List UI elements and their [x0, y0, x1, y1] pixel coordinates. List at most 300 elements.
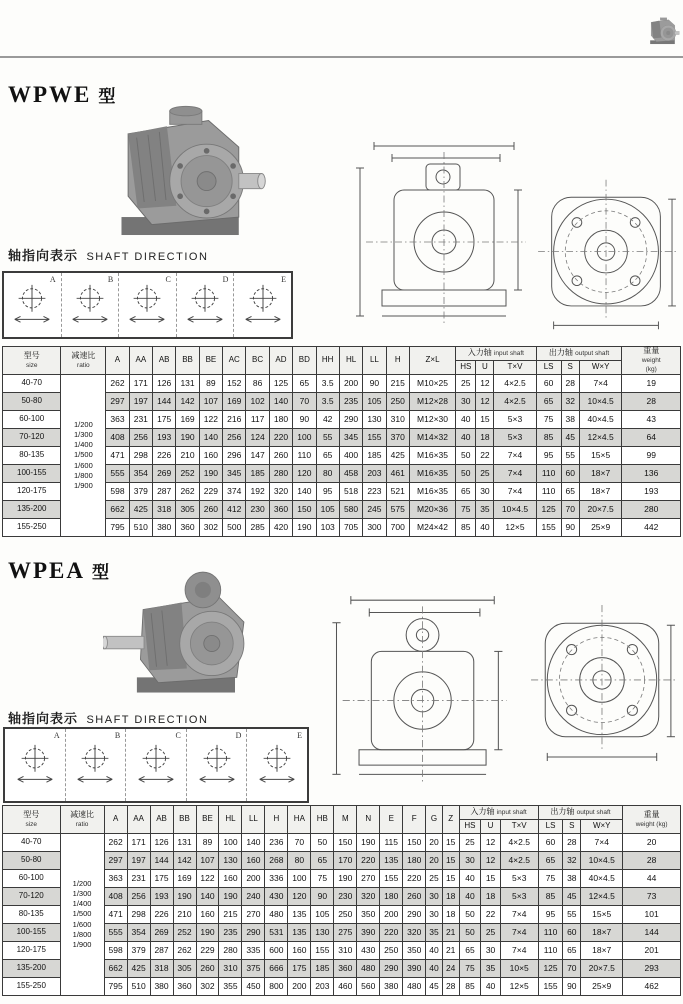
dim-cell: 169	[173, 870, 196, 888]
dim-cell: 190	[357, 834, 380, 852]
dim-cell: 305	[176, 501, 199, 519]
dim-cell: 40	[459, 888, 481, 906]
size-cell: 100-155	[3, 924, 61, 942]
dim-cell: 226	[150, 906, 173, 924]
col-header: BB	[176, 347, 199, 375]
dim-cell: 107	[196, 852, 219, 870]
dim-cell: 122	[199, 411, 222, 429]
dim-cell: 55	[316, 429, 339, 447]
dim-cell: 262	[104, 834, 127, 852]
dim-cell: 90	[563, 978, 581, 996]
dim-cell: 480	[403, 978, 426, 996]
weight-cell: 28	[623, 852, 681, 870]
dim-cell: 80	[316, 465, 339, 483]
dim-cell: 197	[127, 852, 150, 870]
col-header: M	[334, 806, 357, 834]
dim-cell: 105	[316, 501, 339, 519]
dim-cell: 7×4	[500, 924, 538, 942]
dim-cell: 160	[196, 906, 219, 924]
dim-cell: 20	[426, 834, 443, 852]
dim-cell: 142	[176, 393, 199, 411]
dim-cell: 223	[363, 483, 386, 501]
dim-cell: 75	[538, 870, 563, 888]
dim-cell: 85	[538, 888, 563, 906]
dim-cell: 65	[538, 852, 563, 870]
dim-cell: 131	[173, 834, 196, 852]
dim-cell: 40	[481, 978, 500, 996]
shaft-direction-cell-b	[62, 273, 120, 337]
dim-cell: 203	[311, 978, 334, 996]
dim-cell: 40	[476, 519, 494, 537]
dim-cell: 200	[242, 870, 265, 888]
dim-cell: 192	[246, 483, 269, 501]
dim-cell: 15	[442, 852, 459, 870]
dim-cell: 500	[223, 519, 246, 537]
size-cell: 155-250	[3, 978, 61, 996]
dim-cell: 260	[199, 501, 222, 519]
model-name: WPWE	[8, 82, 92, 107]
dim-cell: 260	[269, 447, 292, 465]
shaft-symbol-icon	[134, 743, 178, 787]
dim-cell: 110	[293, 447, 316, 465]
col-header: T×V	[500, 820, 538, 834]
dim-cell: 231	[127, 870, 150, 888]
dim-cell: 370	[386, 429, 409, 447]
dim-cell: 30	[476, 483, 494, 501]
dim-cell: 296	[223, 447, 246, 465]
dim-cell: 354	[129, 465, 152, 483]
dim-cell: 290	[380, 960, 403, 978]
gearbox-thumbnail-graphic	[644, 7, 682, 55]
dim-cell: 318	[153, 501, 176, 519]
dim-cell: 28	[561, 375, 579, 393]
dim-cell: 185	[311, 960, 334, 978]
dim-cell: M20×36	[409, 501, 455, 519]
dim-cell: 275	[334, 924, 357, 942]
dim-cell: 25×9	[579, 519, 622, 537]
col-header: A	[106, 347, 129, 375]
dim-cell: 345	[223, 465, 246, 483]
dim-cell: 20×7.5	[581, 960, 623, 978]
dim-cell: 412	[223, 501, 246, 519]
col-header: U	[476, 361, 494, 375]
col-header: F	[403, 806, 426, 834]
direction-label: C	[175, 731, 181, 740]
dim-cell: 85	[536, 429, 561, 447]
dim-cell: 795	[106, 519, 129, 537]
dim-cell: 50	[459, 924, 481, 942]
dim-cell: 10×4.5	[494, 501, 536, 519]
dim-cell: 90	[293, 411, 316, 429]
dim-cell: M14×32	[409, 429, 455, 447]
dim-cell: 18×7	[581, 942, 623, 960]
dim-cell: 169	[223, 393, 246, 411]
dim-cell: 510	[127, 978, 150, 996]
dim-cell: 250	[380, 942, 403, 960]
dim-cell: 100	[219, 834, 242, 852]
dim-cell: 25×9	[581, 978, 623, 996]
dim-cell: 35	[426, 924, 443, 942]
type-suffix: 型	[98, 87, 116, 106]
dim-cell: 318	[150, 960, 173, 978]
dim-cell: 598	[104, 942, 127, 960]
dim-cell: 360	[173, 978, 196, 996]
dim-cell: 480	[357, 960, 380, 978]
dim-cell: 85	[456, 519, 476, 537]
ratio-header: 减速比 ratio	[61, 347, 106, 375]
dim-cell: 250	[334, 906, 357, 924]
dim-cell: 40×4.5	[579, 411, 622, 429]
dim-cell: 155	[538, 978, 563, 996]
shaft-direction-en: SHAFT DIRECTION	[86, 251, 209, 263]
shaft-symbol-icon	[68, 283, 112, 327]
dim-cell: 210	[176, 447, 199, 465]
dim-cell: 25	[476, 465, 494, 483]
dim-cell: 120	[288, 888, 311, 906]
dim-cell: 518	[339, 483, 362, 501]
dim-cell: 430	[265, 888, 288, 906]
dim-cell: 360	[334, 960, 357, 978]
dim-cell: 226	[153, 447, 176, 465]
dim-cell: 425	[386, 447, 409, 465]
dim-cell: 256	[129, 429, 152, 447]
dim-cell: 12×5	[494, 519, 536, 537]
dim-cell: 126	[150, 834, 173, 852]
direction-label: E	[281, 275, 286, 284]
dim-cell: 25	[481, 924, 500, 942]
wpea-title	[8, 558, 109, 584]
weight-cell: 20	[623, 834, 681, 852]
weight-cell: 101	[623, 906, 681, 924]
dim-cell: 50	[456, 447, 476, 465]
dim-cell: 12×4.5	[579, 429, 622, 447]
shaft-direction-cell-a	[4, 273, 62, 337]
dim-cell: 236	[265, 834, 288, 852]
table-row	[3, 375, 681, 393]
dim-cell: 50	[459, 906, 481, 924]
col-header: H	[265, 806, 288, 834]
wpea-drawing-front-view	[527, 573, 679, 793]
dim-cell: 65	[293, 375, 316, 393]
dim-cell: 350	[357, 906, 380, 924]
col-header: BE	[199, 347, 222, 375]
dim-cell: 260	[196, 960, 219, 978]
dim-cell: 65	[561, 483, 579, 501]
dim-cell: 21	[442, 924, 459, 942]
dim-cell: 380	[153, 519, 176, 537]
dim-cell: 21	[442, 942, 459, 960]
dim-cell: 390	[357, 924, 380, 942]
dim-cell: 175	[153, 411, 176, 429]
dim-cell: 110	[536, 465, 561, 483]
col-header: N	[357, 806, 380, 834]
dim-cell: 5×3	[500, 888, 538, 906]
dim-cell: 510	[129, 519, 152, 537]
dim-cell: 102	[246, 393, 269, 411]
dim-cell: 15×5	[579, 447, 622, 465]
size-cell: 70-120	[3, 888, 61, 906]
dim-cell: 65	[456, 483, 476, 501]
dim-cell: M10×25	[409, 375, 455, 393]
dim-cell: 147	[246, 447, 269, 465]
weight-cell: 19	[622, 375, 681, 393]
dim-cell: 55	[563, 906, 581, 924]
col-header: BC	[246, 347, 269, 375]
col-header: Z	[442, 806, 459, 834]
col-header: T×V	[494, 361, 536, 375]
dim-cell: 262	[106, 375, 129, 393]
dim-cell: 555	[106, 465, 129, 483]
weight-cell: 442	[622, 519, 681, 537]
col-header: H	[386, 347, 409, 375]
shaft-direction-cell-a	[5, 729, 66, 801]
shaft-direction-cell-e	[247, 729, 307, 801]
col-header: W×Y	[581, 820, 623, 834]
table-row	[3, 942, 681, 960]
dim-cell: 140	[269, 393, 292, 411]
weight-cell: 462	[623, 978, 681, 996]
dim-cell: 25	[426, 870, 443, 888]
dim-cell: 32	[563, 852, 581, 870]
dim-cell: 18	[476, 429, 494, 447]
dim-cell: 200	[339, 375, 362, 393]
col-header: S	[561, 361, 579, 375]
dim-cell: 90	[311, 888, 334, 906]
dim-cell: 80	[288, 852, 311, 870]
dim-cell: 140	[199, 429, 222, 447]
dim-cell: 471	[106, 447, 129, 465]
dim-cell: 18×7	[579, 483, 622, 501]
dim-cell: 180	[380, 888, 403, 906]
dim-cell: 50	[311, 834, 334, 852]
dim-cell: 75	[459, 960, 481, 978]
size-cell: 135-200	[3, 501, 61, 519]
dim-cell: 12	[476, 375, 494, 393]
dim-cell: 171	[129, 375, 152, 393]
dim-cell: 7×4	[579, 375, 622, 393]
dim-cell: 22	[481, 906, 500, 924]
dim-cell: 380	[380, 978, 403, 996]
dim-cell: 65	[563, 942, 581, 960]
dim-cell: 190	[173, 888, 196, 906]
dim-cell: 190	[293, 519, 316, 537]
dim-cell: 200	[288, 978, 311, 996]
dim-cell: 15	[442, 870, 459, 888]
dim-cell: 425	[129, 501, 152, 519]
col-header: W×Y	[579, 361, 622, 375]
col-header: LS	[536, 361, 561, 375]
dim-cell: 302	[196, 978, 219, 996]
dim-cell: 7×4	[500, 906, 538, 924]
wpea-product-photo-graphic	[103, 560, 268, 710]
dim-cell: 190	[334, 870, 357, 888]
dim-cell: 40	[456, 411, 476, 429]
dim-cell: 5×3	[494, 411, 536, 429]
dim-cell: 320	[403, 924, 426, 942]
col-header: AB	[153, 347, 176, 375]
dim-cell: 40×4.5	[581, 870, 623, 888]
dim-cell: 135	[380, 852, 403, 870]
dim-cell: 260	[403, 888, 426, 906]
col-header: AA	[129, 347, 152, 375]
dim-cell: 302	[199, 519, 222, 537]
dim-cell: 175	[150, 870, 173, 888]
size-cell: 60-100	[3, 870, 61, 888]
dim-cell: 60	[563, 924, 581, 942]
weight-header: 重量 weight (kg)	[623, 806, 681, 834]
direction-label: E	[297, 731, 302, 740]
dim-cell: 345	[339, 429, 362, 447]
dim-cell: 140	[242, 834, 265, 852]
shaft-direction-cn: 轴指向表示	[8, 248, 79, 263]
dim-cell: 38	[563, 870, 581, 888]
weight-cell: 201	[623, 942, 681, 960]
dim-cell: 379	[127, 942, 150, 960]
wpea-shaft-direction-diagram	[3, 727, 309, 803]
col-header: AA	[127, 806, 150, 834]
table-row	[3, 852, 681, 870]
size-cell: 60-100	[3, 411, 61, 429]
dim-cell: 662	[104, 960, 127, 978]
dim-cell: 10×5	[500, 960, 538, 978]
col-header: AB	[150, 806, 173, 834]
dim-cell: 310	[334, 942, 357, 960]
dim-cell: 115	[380, 834, 403, 852]
dim-cell: 55	[561, 447, 579, 465]
dim-cell: 150	[334, 834, 357, 852]
wpwe-product-photo	[95, 100, 270, 248]
dim-cell: 150	[293, 501, 316, 519]
dim-cell: 125	[538, 960, 563, 978]
dim-cell: 28	[442, 978, 459, 996]
size-header: 型号 size	[3, 347, 61, 375]
dim-cell: 363	[104, 870, 127, 888]
dim-cell: M24×42	[409, 519, 455, 537]
header-divider	[0, 56, 683, 58]
dim-cell: 7×4	[494, 465, 536, 483]
dim-cell: 420	[269, 519, 292, 537]
dim-cell: 70	[563, 960, 581, 978]
dim-cell: 3.5	[316, 375, 339, 393]
direction-label: A	[53, 731, 60, 740]
wpwe-product-photo-graphic	[95, 100, 270, 248]
dim-cell: 662	[106, 501, 129, 519]
dim-cell: 110	[536, 483, 561, 501]
dim-cell: 155	[536, 519, 561, 537]
shaft-direction-cell-b	[66, 729, 127, 801]
dim-cell: 30	[481, 942, 500, 960]
wpea-drawing-side-graphic	[318, 592, 523, 802]
wpwe-dimension-table	[2, 346, 681, 537]
dim-cell: 45	[563, 888, 581, 906]
dim-cell: 229	[196, 942, 219, 960]
dim-cell: 705	[339, 519, 362, 537]
dim-cell: 298	[127, 906, 150, 924]
shaft-direction-cell-d	[177, 273, 235, 337]
dim-cell: 800	[265, 978, 288, 996]
dim-cell: 144	[153, 393, 176, 411]
dim-cell: 42	[316, 411, 339, 429]
col-header: HH	[316, 347, 339, 375]
dim-cell: 354	[127, 924, 150, 942]
dim-cell: 15	[442, 834, 459, 852]
dim-cell: 4×2.5	[494, 375, 536, 393]
wpea-drawing-side-view	[318, 592, 523, 802]
dim-cell: 130	[363, 411, 386, 429]
dim-cell: 269	[150, 924, 173, 942]
dim-cell: 193	[153, 429, 176, 447]
dim-cell: 12	[481, 834, 500, 852]
dim-cell: 45	[426, 978, 443, 996]
dim-cell: 131	[176, 375, 199, 393]
dim-cell: 20	[426, 852, 443, 870]
dim-cell: 140	[293, 483, 316, 501]
dim-cell: 180	[403, 852, 426, 870]
shaft-direction-cell-c	[119, 273, 177, 337]
dim-cell: 180	[269, 411, 292, 429]
dim-cell: 38	[561, 411, 579, 429]
shaft-symbol-icon	[183, 283, 227, 327]
weight-cell: 280	[622, 501, 681, 519]
ratio-header: 减速比 ratio	[60, 806, 104, 834]
dim-cell: 18×7	[579, 465, 622, 483]
dim-cell: 7×4	[494, 447, 536, 465]
dim-cell: 107	[199, 393, 222, 411]
dim-cell: 5×3	[494, 429, 536, 447]
dim-cell: 70	[561, 501, 579, 519]
dim-cell: 193	[150, 888, 173, 906]
dim-cell: 12	[481, 852, 500, 870]
dim-cell: 185	[363, 447, 386, 465]
direction-label: C	[165, 275, 171, 284]
weight-cell: 44	[623, 870, 681, 888]
dim-cell: 142	[173, 852, 196, 870]
dim-cell: 471	[104, 906, 127, 924]
shaft-symbol-icon	[10, 283, 54, 327]
dim-cell: 290	[242, 924, 265, 942]
direction-label: A	[49, 275, 56, 284]
dim-cell: 297	[104, 852, 127, 870]
ratio-cell: 1/200 1/300 1/400 1/500 1/600 1/800 1/900	[61, 375, 106, 537]
col-header: HL	[339, 347, 362, 375]
dim-cell: 10×4.5	[579, 393, 622, 411]
shaft-symbol-icon	[255, 743, 299, 787]
dim-cell: 270	[242, 906, 265, 924]
col-header: AD	[269, 347, 292, 375]
dim-cell: 598	[106, 483, 129, 501]
dim-cell: 379	[129, 483, 152, 501]
dim-cell: 89	[199, 375, 222, 393]
dim-cell: 220	[269, 429, 292, 447]
weight-cell: 136	[622, 465, 681, 483]
dim-cell: 290	[403, 906, 426, 924]
dim-cell: 262	[176, 483, 199, 501]
dim-cell: 285	[246, 519, 269, 537]
dim-cell: 103	[316, 519, 339, 537]
col-header: HL	[219, 806, 242, 834]
dim-cell: 360	[176, 519, 199, 537]
col-header: BE	[196, 806, 219, 834]
input-shaft-header: 入力轴 input shaft	[459, 806, 538, 820]
weight-cell: 293	[623, 960, 681, 978]
dim-cell: 220	[357, 852, 380, 870]
dim-cell: 252	[176, 465, 199, 483]
dim-cell: 460	[334, 978, 357, 996]
shaft-direction-cell-c	[126, 729, 187, 801]
dim-cell: 18×7	[581, 924, 623, 942]
dim-cell: 15	[476, 411, 494, 429]
dim-cell: 480	[265, 906, 288, 924]
